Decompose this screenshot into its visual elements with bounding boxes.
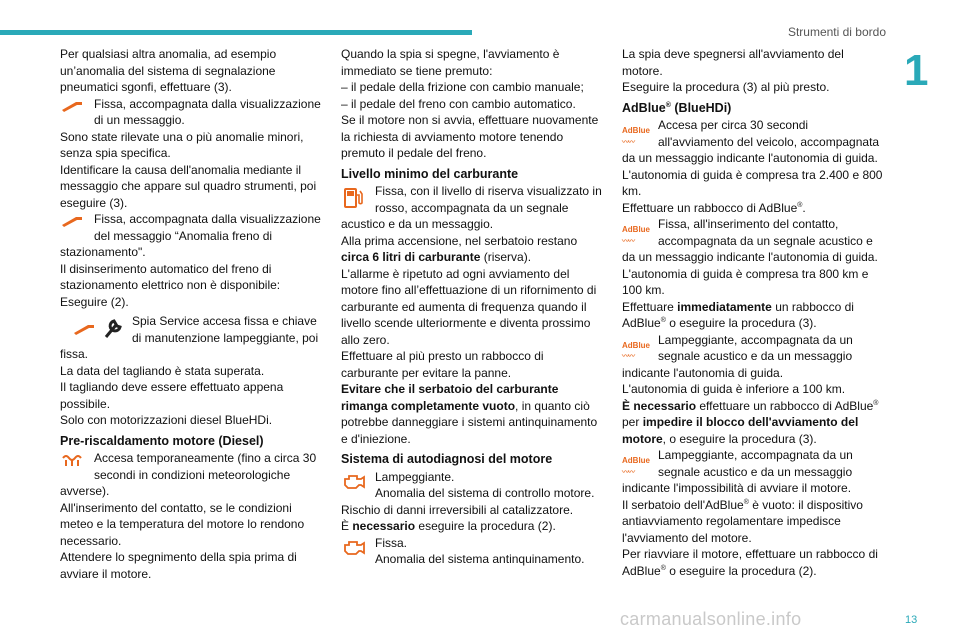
preheating-coil-icon [60, 452, 94, 482]
indicator-entry [60, 313, 322, 363]
engine-check-icon [341, 471, 375, 501]
adblue-icon: AdBlue 〰〰 [622, 225, 650, 245]
list-item: – il pedale del freno con cambio automatico. [341, 96, 576, 111]
indicator-text: Lampeggiante. [375, 469, 455, 484]
paragraph: È necessario effettuare un rabbocco di AdBlue® per impedire il blocco dell'avviamento del motore, o eseguire la procedura (3). [622, 398, 879, 446]
paragraph: Per qualsiasi altra anomalia, ad esempio un’anomalia del sistema di segnalazione pneumatici sgonfi, effettuare (3). [60, 47, 277, 94]
column-3 [622, 46, 884, 579]
column-2 [341, 46, 603, 568]
indicator-text: Lampeggiante, accompagnata da un segnale acustico e da un messaggio indicante l'impossibilità di avviare il motore. [622, 448, 853, 495]
indicator-entry [622, 216, 884, 266]
indicator-entry [341, 183, 603, 233]
indicator-text: Fissa, accompagnata dalla visualizzazione di un messaggio. [94, 96, 321, 127]
indicator-entry [341, 469, 603, 502]
service-wrench-icon [60, 315, 132, 345]
paragraph: L'autonomia di guida è compresa tra 2.400 e 800 km. [622, 167, 883, 198]
paragraph: Rischio di danni irreversibili al catalizzatore. [341, 502, 574, 517]
paragraph: L'allarme è ripetuto ad ogni avviamento del motore fino all’effettuazione di un rifornimento di carburante ed aumenta di frequenza quando il livello scende ulteriormente e diventa prossimo allo zero. [341, 266, 597, 347]
paragraph: Sono state rilevate una o più anomalie minori, senza spia specifica. [60, 129, 304, 160]
paragraph: Effettuare al più presto un rabbocco di carburante per evitare la panne. [341, 349, 544, 380]
indicator-text: Anomalia del sistema antinquinamento. [375, 552, 585, 566]
paragraph: Se il motore non si avvia, effettuare nuovamente la richiesta di avviamento motore tenendo premuto il pedale del freno. [341, 113, 599, 160]
fuel-pump-icon [341, 185, 375, 215]
paragraph: Effettuare immediatamente un rabbocco di AdBlue® o eseguire la procedura (3). [622, 299, 854, 330]
section-heading: Livello minimo del carburante [341, 166, 519, 181]
watermark: carmanualsonline.info [620, 609, 802, 629]
paragraph: La spia deve spegnersi all'avviamento del motore. [622, 47, 844, 78]
section-heading: Pre-riscaldamento motore (Diesel) [60, 433, 264, 448]
indicator-text: Fissa. [375, 535, 408, 550]
paragraph: È necessario eseguire la procedura (2). [341, 519, 556, 533]
indicator-text: Lampeggiante, accompagnata da un segnale acustico e da un messaggio indicante l'autonomia di guida. [622, 332, 853, 380]
adblue-icon: AdBlue 〰〰 [622, 340, 650, 360]
paragraph: Identificare la causa dell'anomalia mediante il messaggio che appare sul quadro strumenti, poi eseguire (3). [60, 162, 317, 210]
paragraph: All'inserimento del contatto, se le condizioni meteo e la temperatura del motore lo rendono necessario. [60, 500, 305, 548]
section-title: Strumenti di bordo [787, 25, 886, 39]
adblue-icon: AdBlue 〰〰 [622, 126, 650, 146]
indicator-text: Anomalia del sistema di controllo motore. [375, 486, 595, 500]
section-heading: AdBlue® (BlueHDi) [622, 100, 732, 115]
indicator-text: Fissa, all'inserimento del contatto, accompagnata da un segnale acustico e da un messaggio indicante l'autonomia di guida. [622, 217, 878, 264]
brake-warning-icon [60, 98, 94, 128]
paragraph: Effettuare un rabbocco di AdBlue®. [622, 200, 806, 215]
paragraph: L'autonomia di guida è compresa tra 800 km e 100 km. [622, 266, 869, 297]
indicator-text: Spia Service accesa fissa e chiave di manutenzione lampeggiante, poi fissa. [60, 314, 319, 361]
section-heading: Sistema di autodiagnosi del motore [341, 452, 553, 466]
paragraph: Alla prima accensione, nel serbatoio restano circa 6 litri di carburante (riserva). [341, 233, 578, 264]
paragraph: L'autonomia di guida è inferiore a 100 km. [622, 382, 846, 396]
column-1 [60, 46, 322, 582]
indicator-entry [622, 447, 884, 497]
chapter-number: 1 [904, 46, 929, 95]
paragraph: Quando la spia si spegne, l'avviamento è immediato se tiene premuto: [341, 47, 560, 78]
header-accent-bar [0, 30, 472, 35]
engine-check-icon [341, 537, 375, 567]
indicator-text: Fissa, accompagnata dalla visualizzazione del messaggio “Anomalia freno di stazionamento". [60, 212, 321, 259]
paragraph: Evitare che il serbatoio del carburante rimanga completamente vuoto, in quanto ciò potrebbe danneggiare i sistemi antinquinamento e d'iniezione. [341, 382, 598, 446]
indicator-entry [60, 450, 322, 500]
indicator-entry [622, 117, 884, 167]
brake-warning-icon [60, 213, 94, 243]
adblue-icon: AdBlue 〰〰 [622, 456, 650, 476]
paragraph: La data del tagliando è stata superata. [60, 363, 265, 378]
paragraph: Per riavviare il motore, effettuare un rabbocco di AdBlue® o eseguire la procedura (2). [622, 547, 878, 578]
indicator-text: Accesa per circa 30 secondi all'avviamento del veicolo, accompagnata da un messaggio indicante l'autonomia di guida. [622, 118, 880, 165]
indicator-text: Accesa temporaneamente (fino a circa 30 secondi in condizioni meteorologiche avverse). [60, 451, 317, 498]
indicator-entry [60, 211, 322, 261]
paragraph: Eseguire la procedura (3) al più presto. [622, 80, 830, 94]
indicator-entry [60, 96, 322, 129]
indicator-entry [341, 535, 603, 568]
paragraph: Il tagliando deve essere effettuato appena possibile. [60, 380, 284, 411]
paragraph: Il disinserimento automatico del freno di stazionamento elettrico non è disponibile: Eseguire (2). [60, 261, 281, 309]
paragraph: Attendere lo spegnimento della spia prima di avviare il motore. [60, 550, 297, 581]
indicator-text: Fissa, con il livello di riserva visualizzato in rosso, accompagnata da un segnale acustico e da un messaggio. [341, 184, 602, 231]
indicator-entry [622, 332, 884, 382]
page-number: 13 [905, 614, 918, 626]
paragraph: Il serbatoio dell'AdBlue® è vuoto: il dispositivo antiavviamento regolamentare impedisce l'avviamento del motore. [622, 497, 863, 545]
list-item: – il pedale della frizione con cambio manuale; [341, 80, 584, 94]
paragraph: Solo con motorizzazioni diesel BlueHDi. [60, 413, 273, 427]
